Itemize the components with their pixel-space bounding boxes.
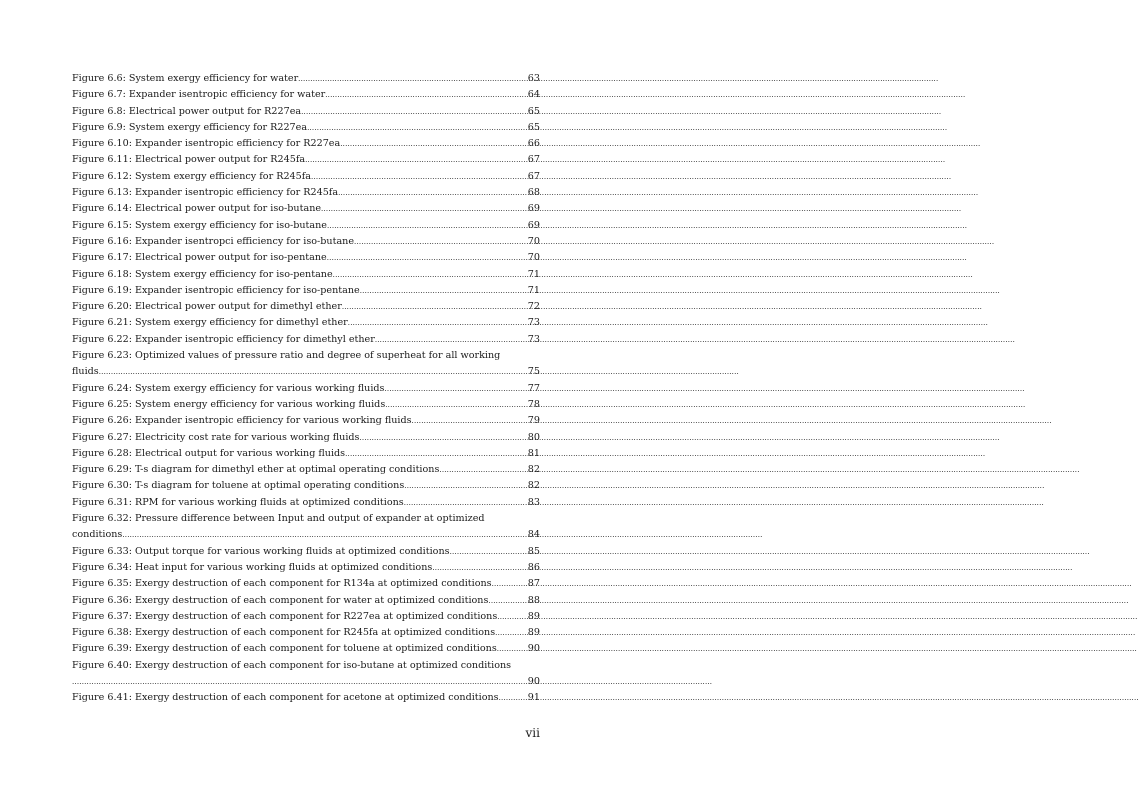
- page-number: vii: [525, 726, 540, 740]
- toc-entry[interactable]: [72, 690, 540, 706]
- toc-entry[interactable]: [72, 576, 540, 592]
- toc-entry[interactable]: [72, 201, 540, 217]
- toc-entry-page: 80: [527, 431, 540, 443]
- dot-leader: [311, 169, 527, 185]
- dot-leader: [327, 250, 527, 266]
- toc-entry-label: Figure 6.33: Output torque for various working fluids at optimized conditions: [72, 545, 450, 557]
- toc-entry-page: 70: [527, 252, 540, 264]
- toc-entry-label: Figure 6.39: Exergy destruction of each component for toluene at optimized conditions: [72, 643, 497, 655]
- toc-entry-label: Figure 6.10: Expander isentropic efficiency for R227ea: [72, 138, 341, 150]
- dot-leader: [360, 430, 527, 446]
- toc-entry[interactable]: [72, 348, 540, 381]
- dot-leader: [384, 381, 526, 397]
- toc-entry-page: 69: [527, 203, 540, 215]
- toc-entry-label: Figure 6.25: System energy efficiency for various working fluids: [72, 398, 386, 410]
- toc-entry-page: 65: [527, 121, 540, 133]
- toc-entry-label: Figure 6.18: System exergy efficiency for iso-pentane: [72, 268, 333, 280]
- toc-entry[interactable]: [72, 478, 540, 494]
- toc-entry[interactable]: [72, 299, 540, 315]
- toc-entry-page: 71: [527, 284, 540, 296]
- toc-entry[interactable]: [72, 185, 540, 201]
- dot-leader: [301, 104, 527, 120]
- toc-entry-page: 73: [527, 333, 540, 345]
- toc-entry-label: Figure 6.8: Electrical power output for R227ea: [72, 105, 302, 117]
- dot-leader: [354, 234, 527, 250]
- dot-leader: [492, 576, 527, 592]
- dot-leader: [499, 690, 527, 706]
- toc-entry-page: 65: [527, 105, 540, 117]
- toc-entry[interactable]: [72, 381, 540, 397]
- toc-entry-page: 78: [527, 398, 540, 410]
- toc-entry-label: Figure 6.31: RPM for various working fluids at optimized conditions: [72, 496, 404, 508]
- toc-entry[interactable]: [72, 430, 540, 446]
- toc-entry-page: 69: [527, 219, 540, 231]
- toc-entry-label: Figure 6.35: Exergy destruction of each component for R134a at optimized conditions: [72, 578, 492, 590]
- toc-entry-label: Figure 6.14: Electrical power output for iso-butane: [72, 203, 322, 215]
- dot-leader: [325, 87, 527, 103]
- toc-entry-label: Figure 6.13: Expander isentropic efficiency for R245fa: [72, 187, 339, 199]
- toc-entry-label: Figure 6.37: Exergy destruction of each component for R227ea at optimized conditions: [72, 610, 498, 622]
- toc-entry-page: 67: [527, 170, 540, 182]
- toc-entry-label: Figure 6.16: Expander isentropci efficiency for iso-butane: [72, 235, 355, 247]
- toc-entry-label: Figure 6.11: Electrical power output for R245fa: [72, 154, 306, 166]
- toc-entry-label: Figure 6.9: System exergy efficiency for R227ea: [72, 121, 308, 133]
- toc-entry-page: 79: [527, 415, 540, 427]
- toc-entry-label: Figure 6.28: Electrical output for various working fluids: [72, 447, 346, 459]
- toc-entry-page: 66: [527, 138, 540, 150]
- dot-leader: [497, 641, 527, 657]
- toc-entry-label: Figure 6.41: Exergy destruction of each component for acetone at optimized conditions: [72, 692, 499, 704]
- toc-entry[interactable]: [72, 397, 540, 413]
- toc-entry[interactable]: [72, 87, 540, 103]
- dot-leader: [327, 218, 527, 234]
- toc-entry-page: 72: [527, 301, 540, 313]
- dot-leader: [450, 544, 527, 560]
- toc-entry-label: Figure 6.34: Heat input for various working fluids at optimized conditions: [72, 561, 433, 573]
- toc-entry[interactable]: [72, 658, 540, 691]
- dot-leader: [122, 527, 526, 543]
- toc-entry-page: 90: [527, 675, 540, 687]
- dot-leader: [321, 201, 527, 217]
- toc-entry[interactable]: [72, 169, 540, 185]
- toc-entry[interactable]: [72, 104, 540, 120]
- toc-entry-page: 63: [527, 73, 540, 84]
- toc-entry-page: 73: [527, 317, 540, 329]
- toc-entry-label: Figure 6.30: T-s diagram for toluene at optimal operating conditions: [72, 480, 405, 492]
- dot-leader: [432, 560, 526, 576]
- toc-entry-page: 67: [527, 154, 540, 166]
- toc-entry-label: Figure 6.38: Exergy destruction of each component for R245fa at optimized conditions: [72, 627, 496, 639]
- dot-leader: [348, 315, 527, 331]
- dot-leader: [340, 136, 527, 152]
- dot-leader: [99, 364, 527, 380]
- toc-entry-page: 70: [527, 235, 540, 247]
- toc-entry[interactable]: [72, 234, 540, 250]
- toc-entry-page: 83: [527, 496, 540, 508]
- toc-entry-page: 86: [527, 561, 540, 573]
- toc-entry-label: Figure 6.23: Optimized values of pressure ratio and degree of superheat for all working: [72, 350, 501, 362]
- toc-entry-label: Figure 6.27: Electricity cost rate for various working fluids: [72, 431, 360, 443]
- toc-entry[interactable]: [72, 413, 540, 429]
- toc-entry-page: 82: [527, 464, 540, 476]
- toc-entry-page: 82: [527, 480, 540, 492]
- dot-leader: [298, 71, 527, 87]
- toc-entry[interactable]: [72, 462, 540, 478]
- toc-entry[interactable]: [72, 71, 540, 87]
- dot-leader: [495, 625, 527, 641]
- toc-entry-label: Figure 6.6: System exergy efficiency for water: [72, 73, 299, 84]
- toc-entry[interactable]: [72, 332, 540, 348]
- toc-entry-page: 68: [527, 187, 540, 199]
- toc-entry-page: 91: [527, 692, 540, 704]
- list-of-figures: [72, 71, 540, 707]
- toc-entry-label: Figure 6.17: Electrical power output for iso-pentane: [72, 252, 327, 264]
- toc-entry-label: Figure 6.29: T-s diagram for dimethyl ether at optimal operating conditions: [72, 464, 440, 476]
- toc-entry-page: 85: [527, 545, 540, 557]
- dot-leader: [345, 446, 527, 462]
- dot-leader: [342, 299, 527, 315]
- toc-entry[interactable]: [72, 283, 540, 299]
- toc-entry-label: Figure 6.36: Exergy destruction of each component for water at optimized conditions: [72, 594, 489, 606]
- toc-entry-page: 89: [527, 610, 540, 622]
- toc-entry-label-continued: conditions: [72, 529, 123, 541]
- dot-leader: [307, 120, 527, 136]
- toc-entry-label: Figure 6.22: Expander isentropic efficiency for dimethyl ether: [72, 333, 375, 345]
- dot-leader: [404, 495, 527, 511]
- toc-entry-page: 88: [527, 594, 540, 606]
- toc-entry-page: 75: [527, 366, 540, 378]
- toc-entry-page: 87: [527, 578, 540, 590]
- toc-entry-page: 84: [527, 529, 540, 541]
- toc-entry[interactable]: [72, 511, 540, 544]
- toc-entry-label: Figure 6.24: System exergy efficiency for various working fluids: [72, 382, 385, 394]
- toc-entry-page: 77: [527, 382, 540, 394]
- toc-entry[interactable]: [72, 593, 540, 609]
- dot-leader: [385, 397, 527, 413]
- toc-entry-label: Figure 6.19: Expander isentropic efficiency for iso-pentane: [72, 284, 360, 296]
- toc-entry-label: Figure 6.40: Exergy destruction of each component for iso-butane at optimized conditions: [72, 659, 512, 671]
- toc-entry[interactable]: [72, 625, 540, 641]
- toc-entry-page: 81: [527, 447, 540, 459]
- dot-leader: [72, 674, 527, 690]
- toc-entry-label: Figure 6.21: System exergy efficiency for dimethyl ether: [72, 317, 348, 329]
- dot-leader: [360, 283, 527, 299]
- toc-entry[interactable]: [72, 446, 540, 462]
- dot-leader: [488, 593, 526, 609]
- toc-entry[interactable]: [72, 315, 540, 331]
- toc-entry[interactable]: [72, 218, 540, 234]
- toc-entry-page: 71: [527, 268, 540, 280]
- toc-entry[interactable]: [72, 136, 540, 152]
- toc-entry[interactable]: [72, 250, 540, 266]
- dot-leader: [404, 478, 527, 494]
- toc-entry-label: Figure 6.12: System exergy efficiency for R245fa: [72, 170, 312, 182]
- dot-leader: [333, 267, 527, 283]
- toc-entry[interactable]: [72, 609, 540, 625]
- toc-entry-label: Figure 6.20: Electrical power output for dimethyl ether: [72, 301, 342, 313]
- toc-entry-label-continued: fluids: [72, 366, 99, 378]
- toc-entry-label: Figure 6.7: Expander isentropic efficiency for water: [72, 89, 326, 101]
- toc-entry-label: Figure 6.32: Pressure difference between Input and output of expander at optimized: [72, 513, 485, 525]
- toc-entry[interactable]: [72, 495, 540, 511]
- dot-leader: [497, 609, 527, 625]
- toc-entry[interactable]: [72, 120, 540, 136]
- toc-entry-page: 89: [527, 627, 540, 639]
- toc-entry-label: Figure 6.15: System exergy efficiency for iso-butane: [72, 219, 327, 231]
- toc-entry-page: 64: [527, 89, 540, 101]
- dot-leader: [439, 462, 526, 478]
- toc-entry[interactable]: [72, 152, 540, 168]
- toc-entry-label: Figure 6.26: Expander isentropic efficiency for various working fluids: [72, 415, 412, 427]
- dot-leader: [338, 185, 527, 201]
- toc-entry[interactable]: [72, 560, 540, 576]
- dot-leader: [305, 152, 527, 168]
- toc-entry[interactable]: [72, 544, 540, 560]
- toc-entry[interactable]: [72, 641, 540, 657]
- toc-entry[interactable]: [72, 267, 540, 283]
- dot-leader: [375, 332, 527, 348]
- dot-leader: [412, 413, 527, 429]
- toc-entry-page: 90: [527, 643, 540, 655]
